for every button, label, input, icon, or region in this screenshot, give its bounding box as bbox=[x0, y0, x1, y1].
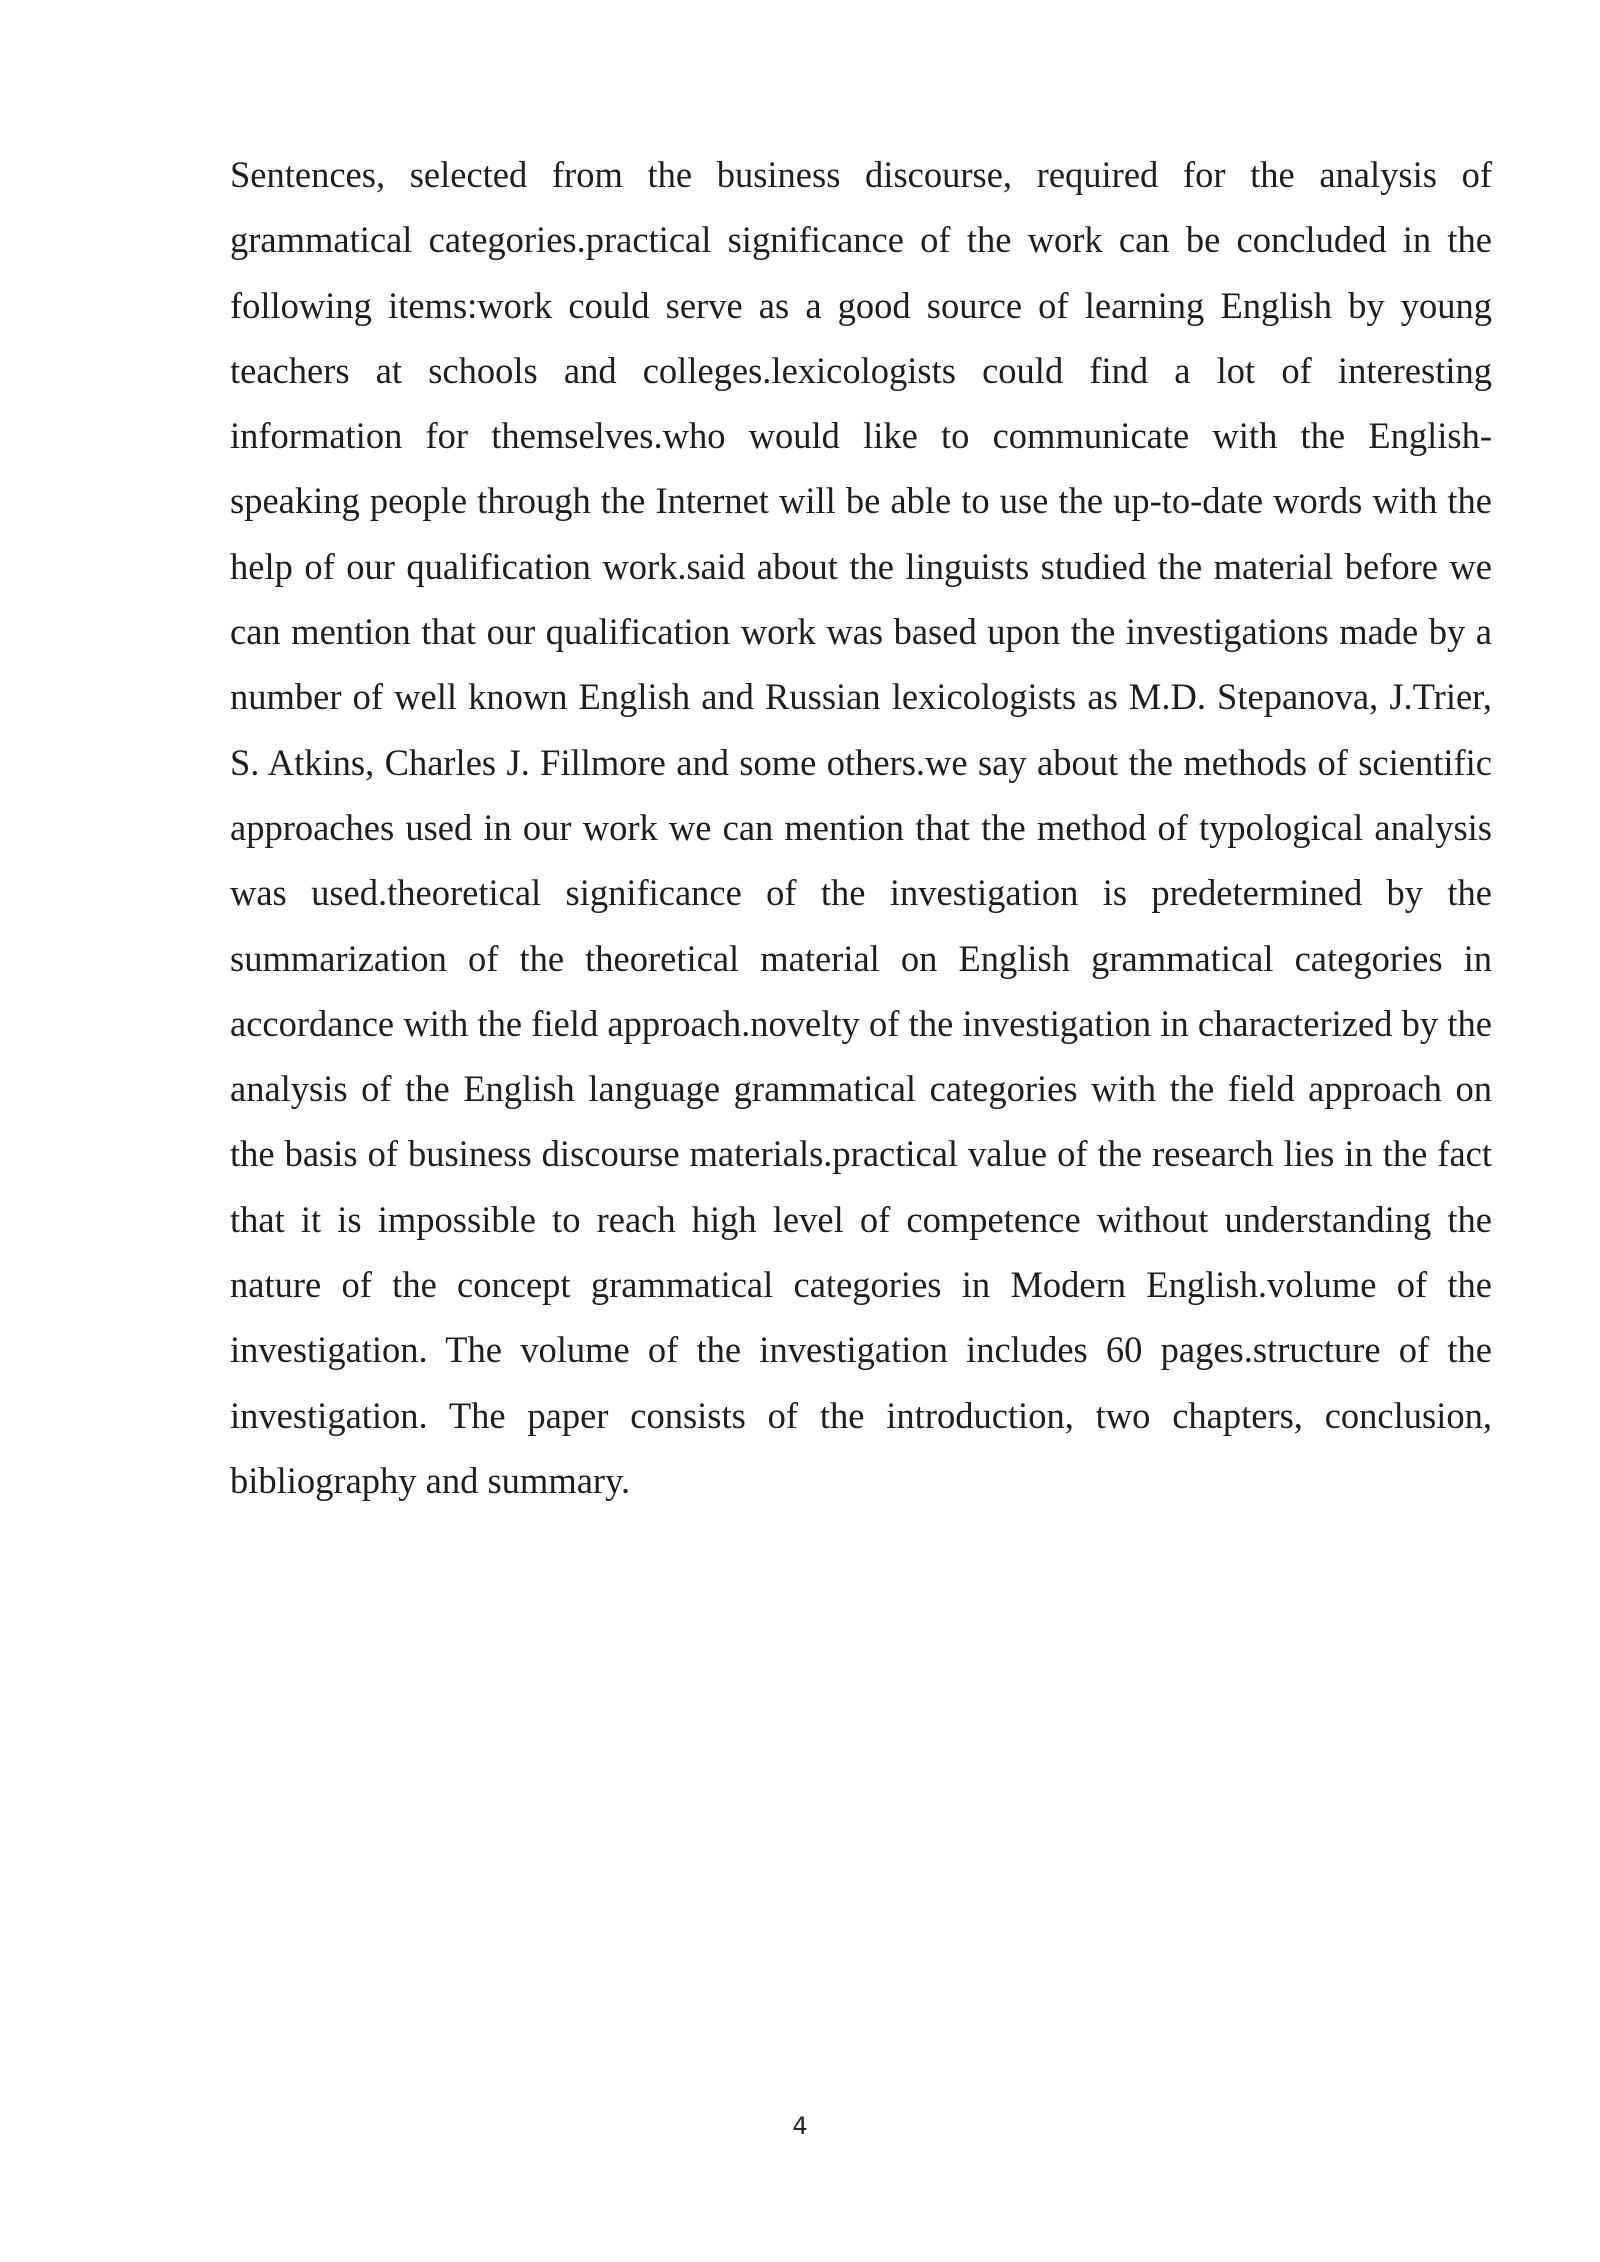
body-paragraph: Sentences, selected from the business discourse, required for the analysis of grammatical categories.practical significance of the work can be concluded in the following items:work could serve as a good source of learning English by young teachers at schools and colleges.lexicologists could find a lot of interesting information for themselves.who would like to communicate with the English-speaking people through the Internet will be able to use the up-to-date words with the help of our qualification work.said about the linguists studied the material before we can mention that our qualification work was based upon the investigations made by a number of well known English and Russian lexicologists as M.D. Stepanova, J.Trier, S. Atkins, Charles J. Fillmore and some others.we say about the methods of scientific approaches used in our work we can mention that the method of typological analysis was used.theoretical significance of the investigation is predetermined by the summarization of the theoretical material on English grammatical categories in accordance with the field approach.novelty of the investigation in characterized by the analysis of the English language grammatical categories with the field approach on the basis of business discourse materials.practical value of the research lies in the fact that it is impossible to reach high level of competence without understanding the nature of the concept grammatical categories in Modern English.volume of the investigation. The volume of the investigation includes 60 pages.structure of the investigation. The paper consists of the introduction, two chapters, conclusion, bibliography and summary. bbox=[230, 154, 1492, 1501]
page-number: 4 bbox=[792, 2112, 808, 2140]
